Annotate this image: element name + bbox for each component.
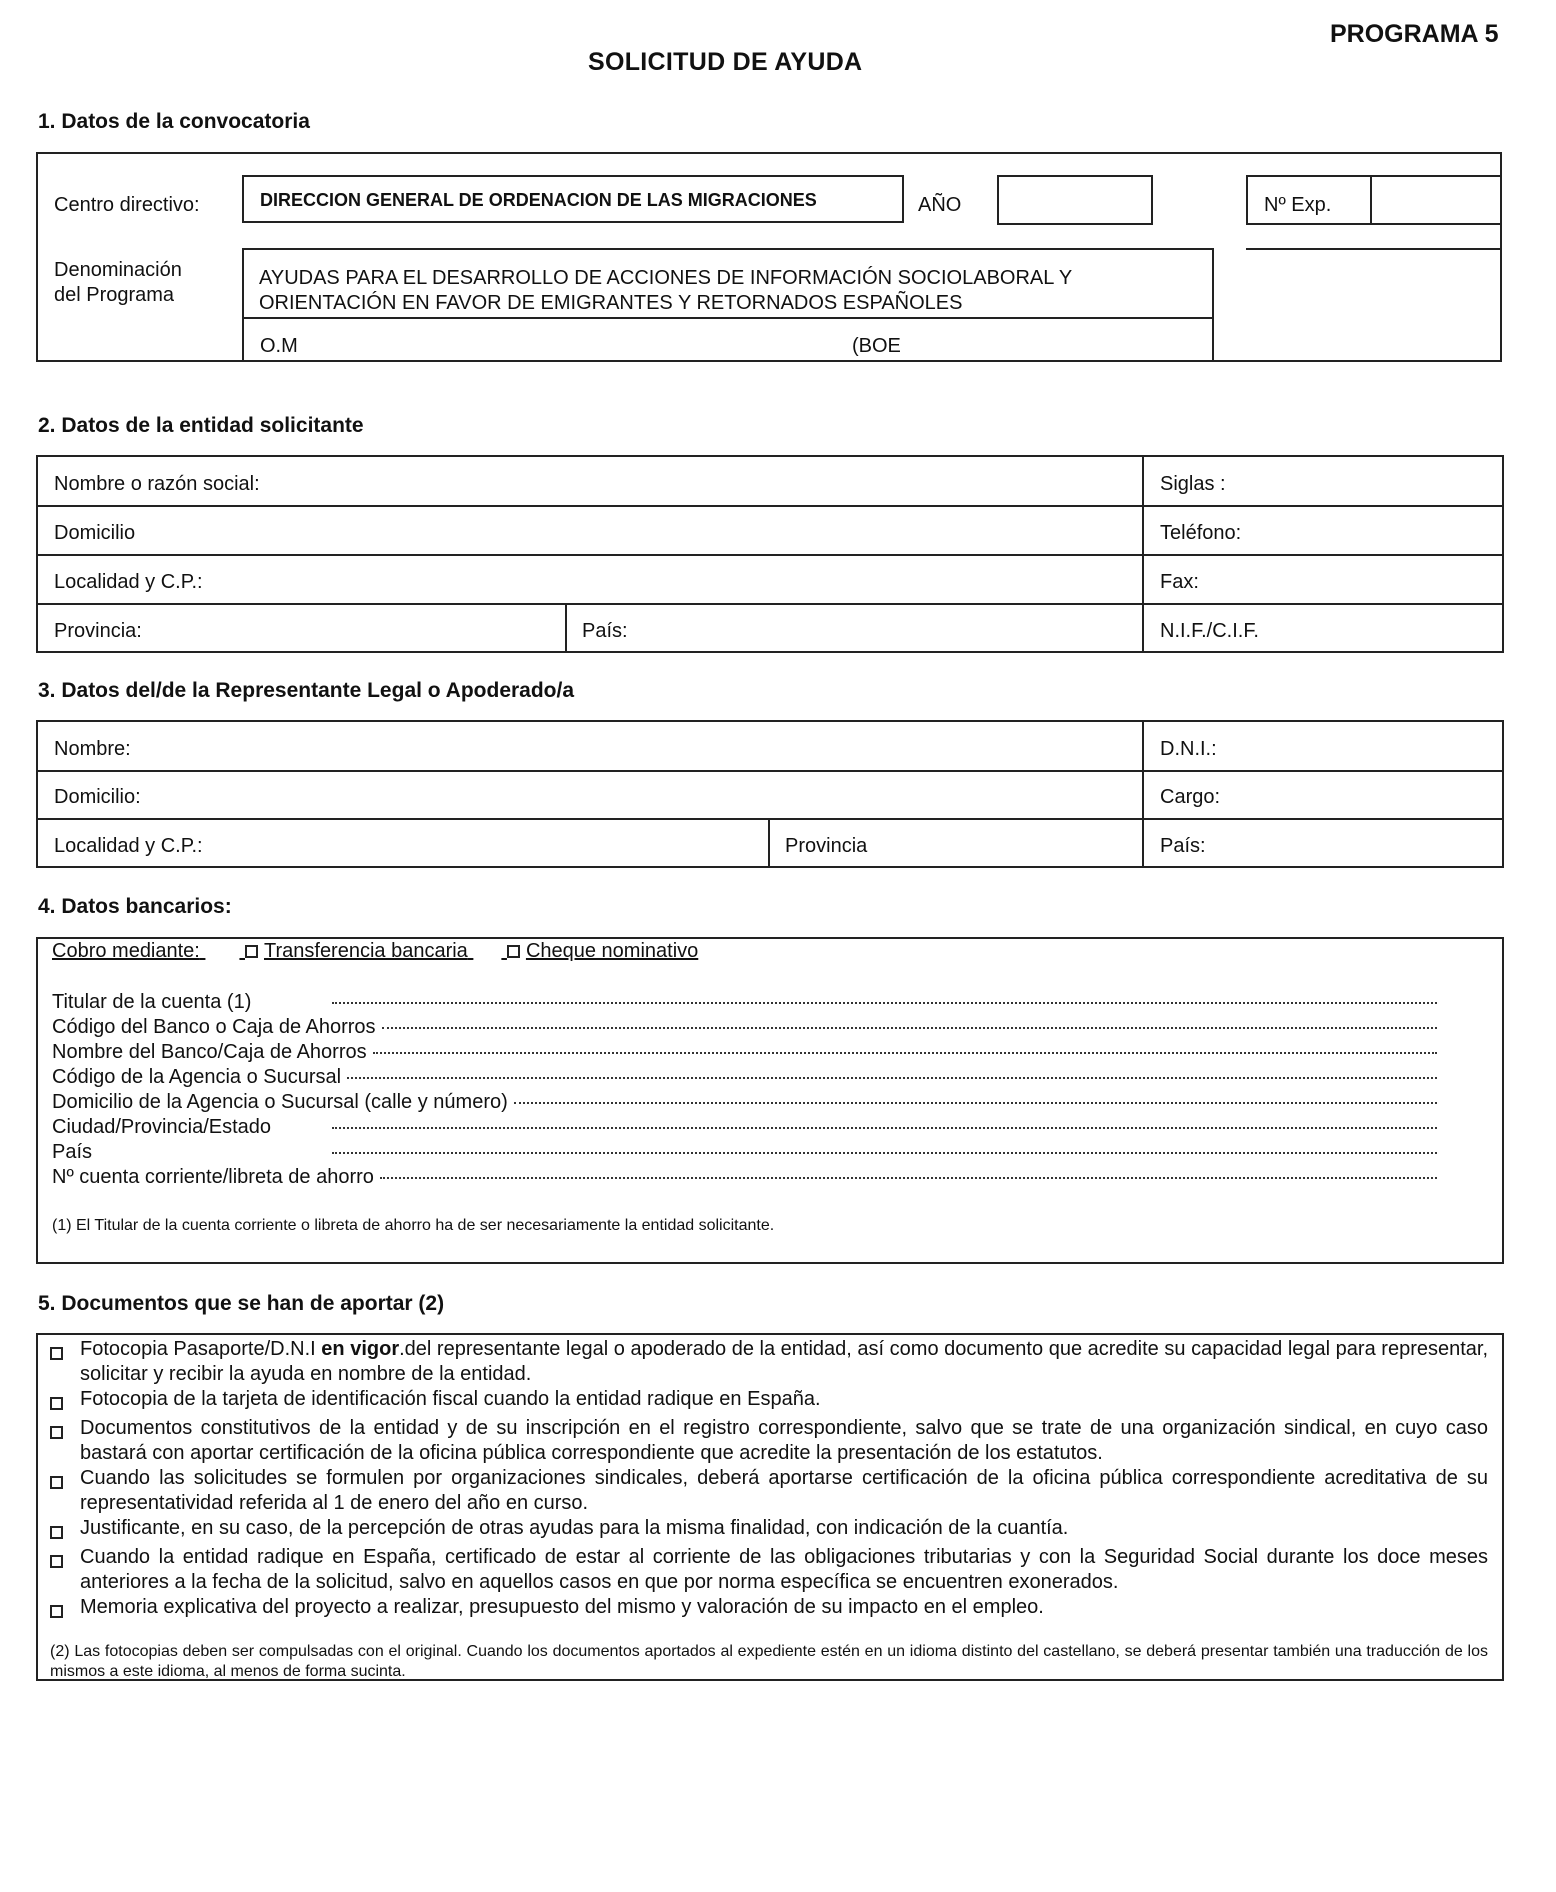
ciudad-field[interactable]: Ciudad/Provincia/Estado bbox=[52, 1115, 1437, 1140]
cheque-checkbox[interactable] bbox=[507, 945, 520, 958]
localidad-field[interactable]: Localidad y C.P.: bbox=[54, 571, 203, 593]
nif-field[interactable]: N.I.F./C.I.F. bbox=[1160, 620, 1259, 642]
exp-label: Nº Exp. bbox=[1264, 194, 1332, 216]
ano-field[interactable] bbox=[997, 175, 1153, 225]
section2-title: 2. Datos de la entidad solicitante bbox=[38, 414, 364, 437]
transferencia-label: Transferencia bancaria bbox=[264, 940, 468, 962]
razon-social-field[interactable]: Nombre o razón social: bbox=[54, 473, 260, 495]
form-title: SOLICITUD DE AYUDA bbox=[588, 48, 863, 76]
document-checkbox[interactable] bbox=[50, 1555, 63, 1568]
documents-list bbox=[50, 1337, 1488, 1682]
program-number: PROGRAMA 5 bbox=[1330, 20, 1499, 48]
document-checkbox[interactable] bbox=[50, 1605, 63, 1618]
cheque-label: Cheque nominativo bbox=[525, 940, 699, 962]
om-label: O.M bbox=[260, 335, 298, 357]
denominacion-label: Denominación del Programa bbox=[54, 259, 182, 306]
document-checkbox[interactable] bbox=[50, 1397, 63, 1410]
representante-nombre-field[interactable]: Nombre: bbox=[54, 738, 131, 760]
domicilio-field[interactable]: Domicilio bbox=[54, 522, 136, 544]
transferencia-checkbox[interactable] bbox=[245, 945, 258, 958]
programa-field[interactable] bbox=[242, 248, 1214, 362]
section3-title: 3. Datos del/de la Representante Legal o Apoderado/a bbox=[38, 679, 575, 702]
domicilio-agencia-field[interactable]: Domicilio de la Agencia o Sucursal (calle y número) bbox=[52, 1090, 1437, 1115]
document-checkbox[interactable] bbox=[50, 1476, 63, 1489]
representante-dni-field[interactable]: D.N.I.: bbox=[1160, 738, 1217, 760]
document-item: Justificante, en su caso, de la percepción de otras ayudas para la misma finalidad, con indicación de la cuantía. bbox=[50, 1516, 1488, 1545]
document-item: Fotocopia Pasaporte/D.N.I en vigor.del representante legal o apoderado de la entidad, así como documento que acredite su capacidad legal para representar, solicitar y recibir la ayuda en nombre de la entidad. bbox=[50, 1337, 1488, 1387]
representante-domicilio-field[interactable]: Domicilio: bbox=[54, 786, 141, 808]
document-item: Fotocopia de la tarjeta de identificación fiscal cuando la entidad radique en España. bbox=[50, 1387, 1488, 1416]
fax-field[interactable]: Fax: bbox=[1160, 571, 1199, 593]
document-checkbox[interactable] bbox=[50, 1426, 63, 1439]
representante-provincia-field[interactable]: Provincia bbox=[785, 835, 868, 857]
document-item: Memoria explicativa del proyecto a realizar, presupuesto del mismo y valoración de su impacto en el empleo. bbox=[50, 1595, 1488, 1624]
section3-table bbox=[36, 720, 1504, 868]
telefono-field[interactable]: Teléfono: bbox=[1160, 522, 1242, 544]
pais-banco-field[interactable]: País bbox=[52, 1140, 1437, 1165]
codigo-agencia-field[interactable]: Código de la Agencia o Sucursal bbox=[52, 1065, 1437, 1090]
representante-pais-field[interactable]: País: bbox=[1160, 835, 1206, 857]
document-checkbox[interactable] bbox=[50, 1347, 63, 1360]
section4-note: (1) El Titular de la cuenta corriente o libreta de ahorro ha de ser necesariamente la entidad solicitante. bbox=[52, 1217, 775, 1234]
section4-title: 4. Datos bancarios: bbox=[38, 895, 232, 918]
centro-directivo-label: Centro directivo: bbox=[54, 194, 200, 216]
programa-name: AYUDAS PARA EL DESARROLLO DE ACCIONES DE INFORMACIÓN SOCIOLABORAL Y ORIENTACIÓN EN FAVOR DE EMIGRANTES Y RETORNADOS ESPAÑOLES bbox=[259, 267, 1073, 314]
section5-title: 5. Documentos que se han de aportar (2) bbox=[38, 1292, 445, 1315]
section5-note: (2) Las fotocopias deben ser compulsadas con el original. Cuando los documentos aportados al expediente estén en un idioma distinto del castellano, se deberá presentar también una traducción de los mismos a este idioma, al menos de forma sucinta. bbox=[50, 1643, 1488, 1680]
representante-cargo-field[interactable]: Cargo: bbox=[1160, 786, 1221, 808]
boe-label: (BOE bbox=[852, 335, 901, 357]
nombre-banco-field[interactable]: Nombre del Banco/Caja de Ahorros bbox=[52, 1040, 1437, 1065]
representante-localidad-field[interactable]: Localidad y C.P.: bbox=[54, 835, 203, 857]
document-item: Documentos constitutivos de la entidad y de su inscripción en el registro correspondiente, salvo que se trate de una organización sindical, en cuyo caso bastará con aportar certificación de la oficina pública correspondiente que acredite la presentación de los estatutos. bbox=[50, 1416, 1488, 1466]
section1-title: 1. Datos de la convocatoria bbox=[38, 110, 310, 133]
codigo-banco-field[interactable]: Código del Banco o Caja de Ahorros bbox=[52, 1015, 1437, 1040]
centro-directivo-field[interactable] bbox=[242, 175, 904, 223]
titular-cuenta-field[interactable]: Titular de la cuenta (1) bbox=[52, 990, 1437, 1015]
exp-field[interactable] bbox=[1246, 175, 1502, 225]
document-item: Cuando la entidad radique en España, certificado de estar al corriente de las obligaciones tributarias y con la Seguridad Social durante los doce meses anteriores a la fecha de la solicitud, salvo en aquellos casos en que por norma específica se encuentren exonerados. bbox=[50, 1545, 1488, 1595]
provincia-field[interactable]: Provincia: bbox=[54, 620, 142, 642]
cobro-row: Cobro mediante: Transferencia bancaria Cheque nominativo bbox=[52, 940, 699, 962]
document-checkbox[interactable] bbox=[50, 1526, 63, 1539]
pais-field[interactable]: País: bbox=[582, 620, 628, 642]
section2-table bbox=[36, 455, 1504, 653]
numero-cuenta-field[interactable]: Nº cuenta corriente/libreta de ahorro bbox=[52, 1165, 1437, 1190]
siglas-field[interactable]: Siglas : bbox=[1160, 473, 1226, 495]
document-item: Cuando las solicitudes se formulen por organizaciones sindicales, deberá aportarse certificación de la oficina pública correspondiente acreditativa de su representatividad referida al 1 de enero del año en curso. bbox=[50, 1466, 1488, 1516]
centro-directivo-value: DIRECCION GENERAL DE ORDENACION DE LAS MIGRACIONES bbox=[260, 190, 817, 210]
ano-label: AÑO bbox=[918, 194, 962, 216]
